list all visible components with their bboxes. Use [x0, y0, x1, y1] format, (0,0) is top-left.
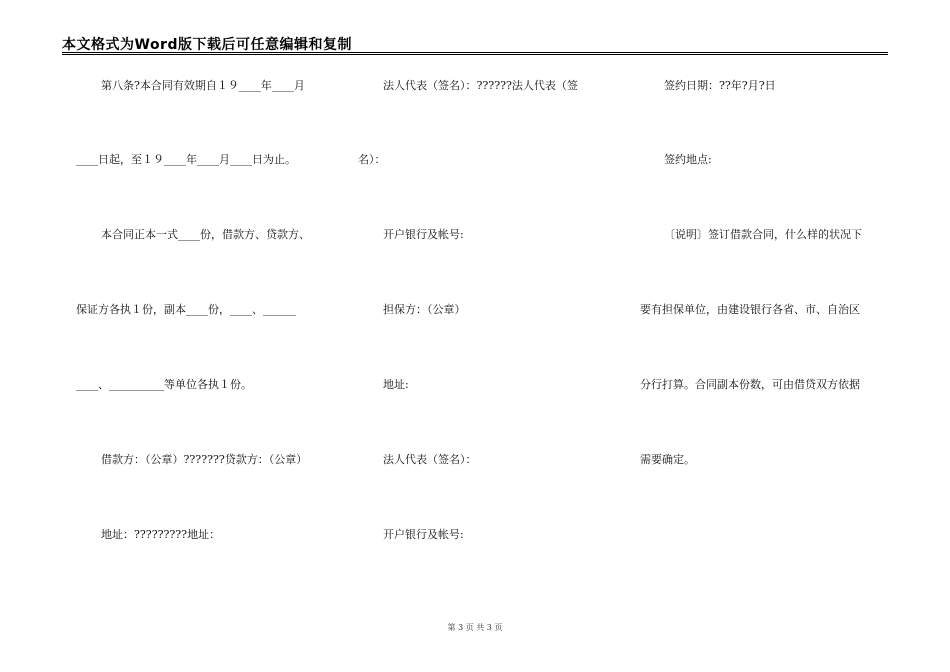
text-line: 地址: — [383, 378, 409, 391]
text-line: 本合同正本一式____份，借款方、贷款方、 — [101, 228, 310, 241]
text-line: 〔说明〕签订借款合同，什么样的状况下 — [664, 228, 862, 241]
text-line: 法人代表（签名）： — [383, 453, 477, 466]
text-line: 签约地点: — [664, 153, 712, 166]
text-line: 保证方各执１份，副本____份，____、______ — [76, 303, 296, 316]
header-title: 本文格式为Word版下载后可任意编辑和复制 — [62, 37, 352, 53]
text-line: 开户银行及帐号: — [383, 228, 464, 241]
page-number: 第 3 页 共 3 页 — [447, 623, 503, 632]
text-line: 法人代表（签名）：??????法人代表（签 — [383, 79, 578, 92]
text-line: 要有担保单位，由建设银行各省、市、自治区 — [640, 303, 860, 316]
text-line: 需要确定。 — [640, 453, 695, 466]
text-line: ____、__________等单位各执１份。 — [76, 378, 252, 391]
text-line: 借款方：（公章）???????贷款方：（公章） — [101, 453, 308, 466]
text-line: 开户银行及帐号: — [383, 528, 464, 541]
text-line: 名）： — [358, 153, 386, 166]
text-line: 分行打算。合同副本份数，可由借贷双方依据 — [640, 378, 860, 391]
text-line: 担保方：（公章） — [383, 303, 466, 316]
text-line: ____日起，至１９____年____月____日为止。 — [76, 153, 296, 166]
header-rule-secondary — [62, 54, 888, 55]
text-line: 第八条?本合同有效期自１９____年____月 — [101, 79, 305, 92]
text-line: 签约日期：??年?月?日 — [664, 79, 776, 92]
text-line: 地址：?????????地址： — [101, 528, 221, 541]
header-rule — [62, 52, 888, 53]
